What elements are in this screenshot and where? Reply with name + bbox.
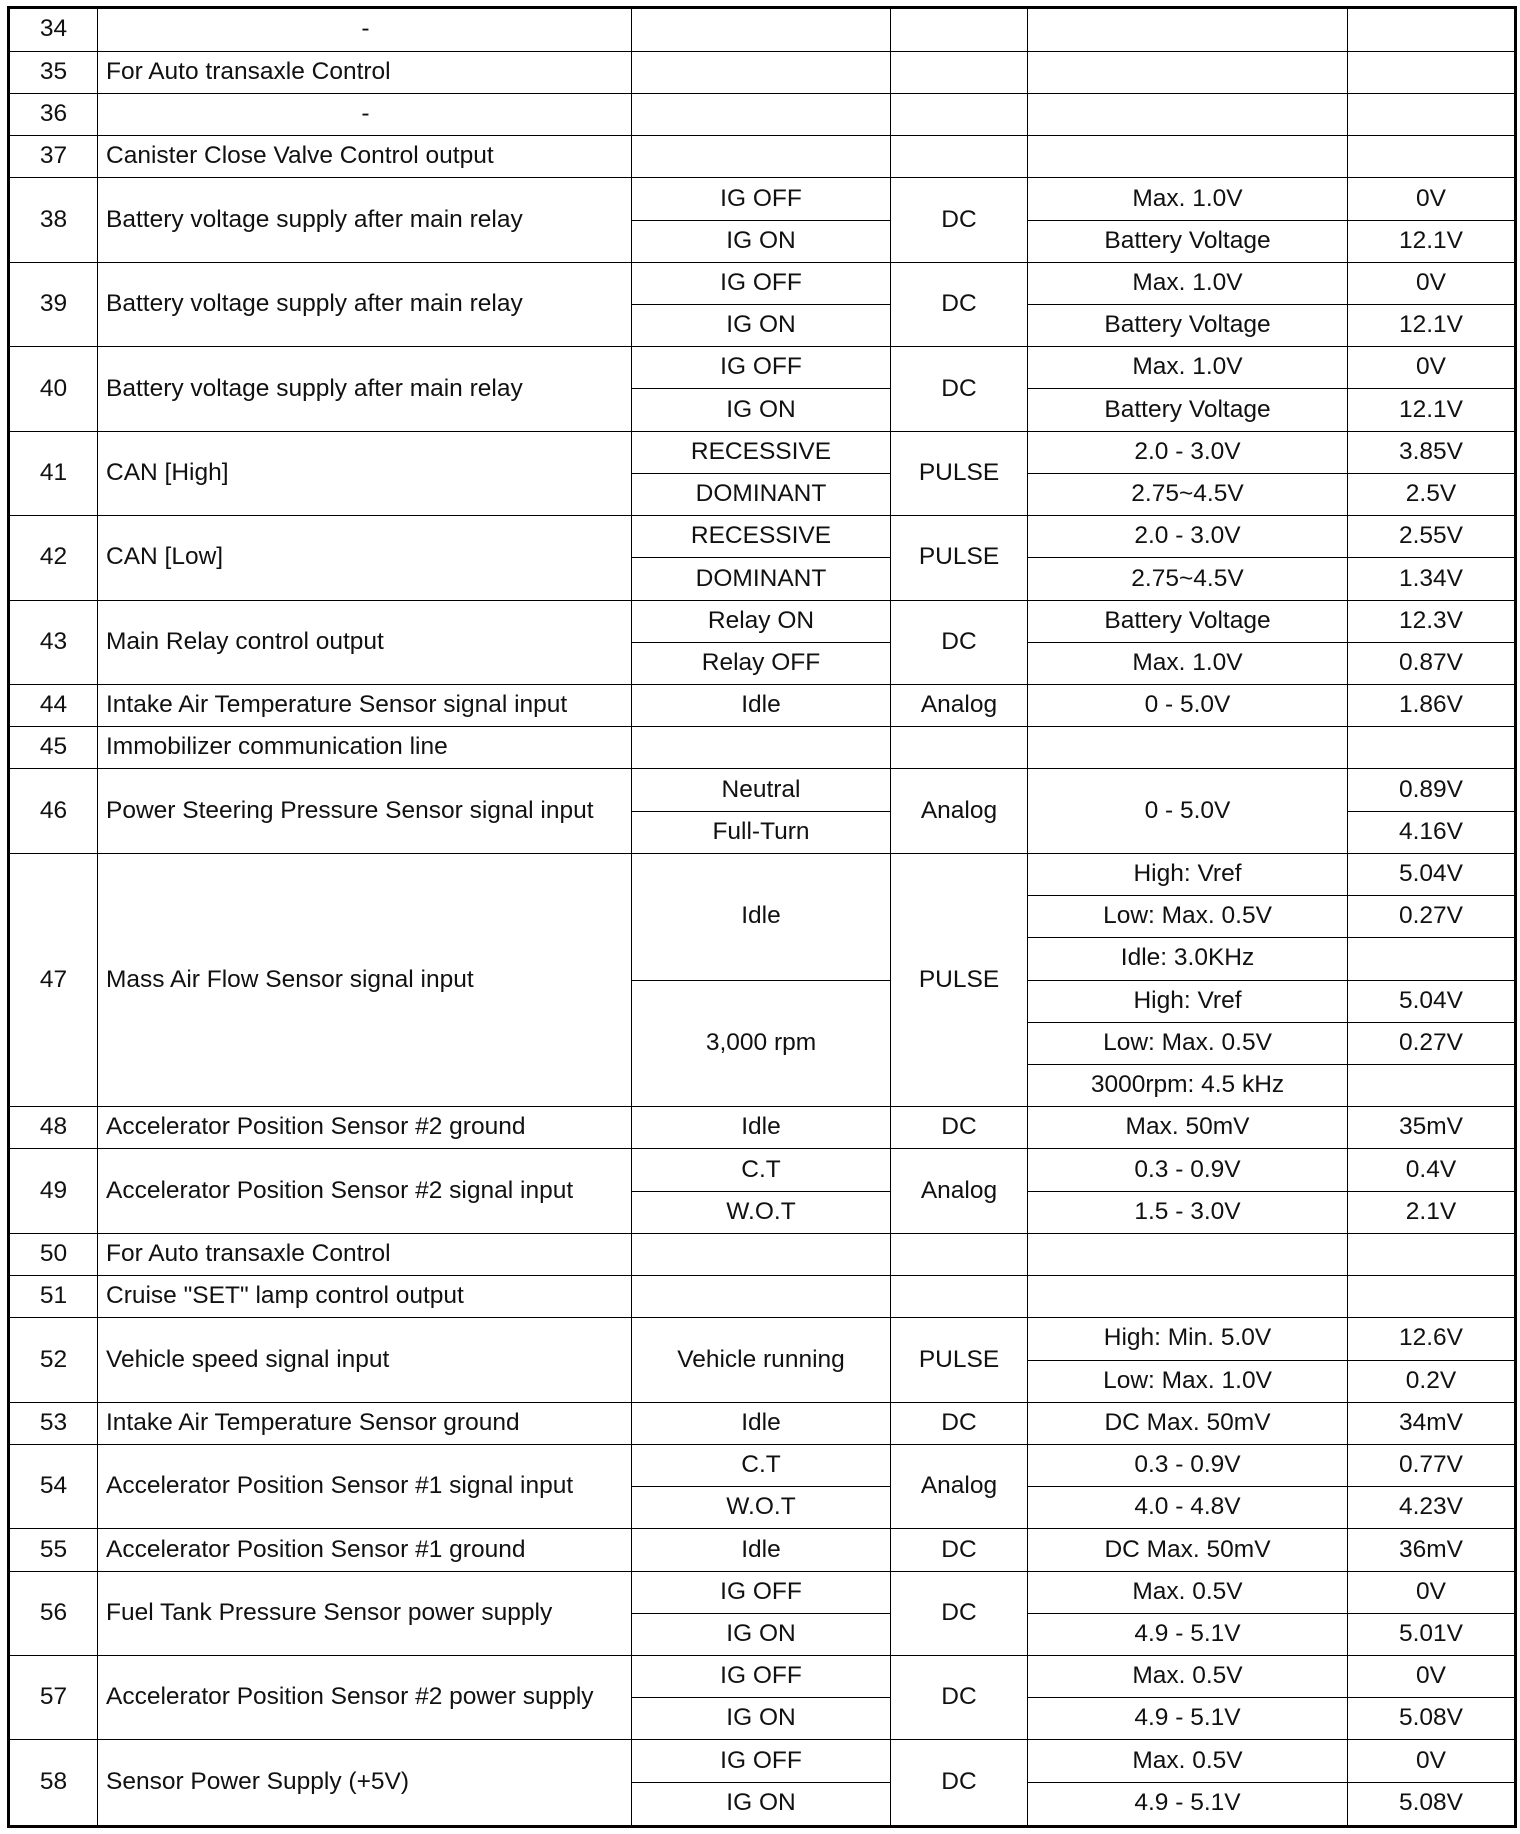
pin-number-cell: 39 <box>9 262 98 346</box>
table-row <box>9 516 1516 558</box>
spec-cell: Max. 0.5V <box>1028 1571 1348 1613</box>
pin-description-cell: Cruise "SET" lamp control output <box>98 1276 632 1318</box>
table-row <box>9 1107 1516 1149</box>
pin-number-cell: 42 <box>9 516 98 600</box>
type-cell <box>891 727 1028 769</box>
pin-description-cell: Accelerator Position Sensor #1 ground <box>98 1529 632 1571</box>
pin-description-cell: Power Steering Pressure Sensor signal input <box>98 769 632 853</box>
type-cell <box>891 1276 1028 1318</box>
spec-cell: 4.9 - 5.1V <box>1028 1613 1348 1655</box>
spec-cell: 2.0 - 3.0V <box>1028 431 1348 473</box>
pin-description-cell: Accelerator Position Sensor #2 signal input <box>98 1149 632 1233</box>
type-cell: Analog <box>891 1444 1028 1528</box>
measured-cell <box>1348 1064 1516 1106</box>
pin-number-cell: 36 <box>9 93 98 135</box>
pin-number-cell: 52 <box>9 1318 98 1402</box>
table-row <box>9 93 1516 135</box>
spec-cell: 0 - 5.0V <box>1028 769 1348 853</box>
spec-cell: Low: Max. 0.5V <box>1028 896 1348 938</box>
spec-cell: Battery Voltage <box>1028 389 1348 431</box>
measured-cell <box>1348 938 1516 980</box>
measured-cell: 34mV <box>1348 1402 1516 1444</box>
condition-cell: Neutral <box>632 769 891 811</box>
condition-cell: IG ON <box>632 305 891 347</box>
table-row <box>9 600 1516 642</box>
condition-cell <box>632 727 891 769</box>
condition-cell: 3,000 rpm <box>632 980 891 1107</box>
type-cell: DC <box>891 1402 1028 1444</box>
pin-description-cell: CAN [High] <box>98 431 632 515</box>
condition-cell: Idle <box>632 1529 891 1571</box>
pin-description-cell: - <box>98 93 632 135</box>
measured-cell: 0.4V <box>1348 1149 1516 1191</box>
measured-cell: 0.27V <box>1348 1022 1516 1064</box>
condition-cell <box>632 51 891 93</box>
type-cell: PULSE <box>891 1318 1028 1402</box>
condition-cell: IG OFF <box>632 262 891 304</box>
type-cell: DC <box>891 1740 1028 1827</box>
condition-cell <box>632 136 891 178</box>
table-row <box>9 1444 1516 1486</box>
condition-cell: IG OFF <box>632 347 891 389</box>
pin-number-cell: 46 <box>9 769 98 853</box>
measured-cell: 5.04V <box>1348 853 1516 895</box>
condition-cell: DOMINANT <box>632 558 891 600</box>
spec-cell: 2.0 - 3.0V <box>1028 516 1348 558</box>
spec-cell: 4.9 - 5.1V <box>1028 1698 1348 1740</box>
pin-description-cell: Sensor Power Supply (+5V) <box>98 1740 632 1827</box>
measured-cell: 4.16V <box>1348 811 1516 853</box>
table-row <box>9 685 1516 727</box>
spec-cell: 0.3 - 0.9V <box>1028 1444 1348 1486</box>
pin-description-cell: Intake Air Temperature Sensor ground <box>98 1402 632 1444</box>
measured-cell: 12.6V <box>1348 1318 1516 1360</box>
pin-number-cell: 50 <box>9 1233 98 1275</box>
type-cell: DC <box>891 347 1028 431</box>
table-row <box>9 1529 1516 1571</box>
spec-cell: Max. 1.0V <box>1028 178 1348 220</box>
type-cell <box>891 93 1028 135</box>
table-row <box>9 1656 1516 1698</box>
table-row <box>9 1740 1516 1782</box>
pin-number-cell: 35 <box>9 51 98 93</box>
spec-cell: Max. 0.5V <box>1028 1656 1348 1698</box>
pin-description-cell: For Auto transaxle Control <box>98 51 632 93</box>
pin-number-cell: 47 <box>9 853 98 1106</box>
spec-cell: 2.75~4.5V <box>1028 473 1348 515</box>
type-cell <box>891 8 1028 52</box>
measured-cell: 0.87V <box>1348 642 1516 684</box>
spec-cell: High: Vref <box>1028 980 1348 1022</box>
condition-cell: IG ON <box>632 1782 891 1826</box>
measured-cell: 1.86V <box>1348 685 1516 727</box>
type-cell <box>891 1233 1028 1275</box>
spec-cell <box>1028 727 1348 769</box>
measured-cell: 0V <box>1348 1656 1516 1698</box>
spec-cell: 4.0 - 4.8V <box>1028 1487 1348 1529</box>
measured-cell <box>1348 1276 1516 1318</box>
spec-cell: High: Min. 5.0V <box>1028 1318 1348 1360</box>
pin-number-cell: 34 <box>9 8 98 52</box>
table-row <box>9 178 1516 220</box>
type-cell <box>891 51 1028 93</box>
condition-cell: Full-Turn <box>632 811 891 853</box>
measured-cell: 3.85V <box>1348 431 1516 473</box>
measured-cell: 0V <box>1348 347 1516 389</box>
spec-cell <box>1028 51 1348 93</box>
measured-cell: 1.34V <box>1348 558 1516 600</box>
spec-cell: Max. 0.5V <box>1028 1740 1348 1782</box>
condition-cell <box>632 1233 891 1275</box>
pin-description-cell: CAN [Low] <box>98 516 632 600</box>
type-cell: DC <box>891 600 1028 684</box>
condition-cell: IG ON <box>632 1698 891 1740</box>
condition-cell: DOMINANT <box>632 473 891 515</box>
pin-table-body <box>9 8 1516 1827</box>
pin-description-cell: Battery voltage supply after main relay <box>98 347 632 431</box>
measured-cell: 2.1V <box>1348 1191 1516 1233</box>
type-cell: DC <box>891 262 1028 346</box>
pin-number-cell: 45 <box>9 727 98 769</box>
condition-cell: IG OFF <box>632 178 891 220</box>
pin-number-cell: 53 <box>9 1402 98 1444</box>
condition-cell: IG ON <box>632 220 891 262</box>
measured-cell: 5.01V <box>1348 1613 1516 1655</box>
spec-cell: Battery Voltage <box>1028 305 1348 347</box>
condition-cell: C.T <box>632 1444 891 1486</box>
table-row <box>9 51 1516 93</box>
pin-description-cell: Accelerator Position Sensor #1 signal input <box>98 1444 632 1528</box>
type-cell: DC <box>891 1107 1028 1149</box>
spec-cell <box>1028 93 1348 135</box>
pin-description-cell: Canister Close Valve Control output <box>98 136 632 178</box>
pin-description-cell: Main Relay control output <box>98 600 632 684</box>
type-cell: Analog <box>891 769 1028 853</box>
table-row <box>9 1571 1516 1613</box>
pin-number-cell: 56 <box>9 1571 98 1655</box>
condition-cell: Vehicle running <box>632 1318 891 1402</box>
table-row <box>9 769 1516 811</box>
measured-cell: 0V <box>1348 178 1516 220</box>
pin-description-cell: For Auto transaxle Control <box>98 1233 632 1275</box>
pin-number-cell: 49 <box>9 1149 98 1233</box>
condition-cell: RECESSIVE <box>632 516 891 558</box>
spec-cell: High: Vref <box>1028 853 1348 895</box>
measured-cell <box>1348 93 1516 135</box>
spec-cell: Max. 1.0V <box>1028 262 1348 304</box>
spec-cell: Battery Voltage <box>1028 600 1348 642</box>
measured-cell: 5.08V <box>1348 1698 1516 1740</box>
type-cell: PULSE <box>891 853 1028 1106</box>
measured-cell: 0V <box>1348 1740 1516 1782</box>
spec-cell: Battery Voltage <box>1028 220 1348 262</box>
spec-cell: 0 - 5.0V <box>1028 685 1348 727</box>
table-row <box>9 1233 1516 1275</box>
type-cell <box>891 136 1028 178</box>
type-cell: DC <box>891 1571 1028 1655</box>
type-cell: PULSE <box>891 516 1028 600</box>
table-row <box>9 431 1516 473</box>
pin-number-cell: 54 <box>9 1444 98 1528</box>
spec-cell: Low: Max. 1.0V <box>1028 1360 1348 1402</box>
pin-table <box>7 6 1517 1828</box>
table-row <box>9 727 1516 769</box>
measured-cell <box>1348 51 1516 93</box>
measured-cell: 2.55V <box>1348 516 1516 558</box>
type-cell: DC <box>891 1529 1028 1571</box>
spec-cell: DC Max. 50mV <box>1028 1529 1348 1571</box>
condition-cell: Relay ON <box>632 600 891 642</box>
pin-description-cell: Mass Air Flow Sensor signal input <box>98 853 632 1106</box>
table-row <box>9 1318 1516 1360</box>
condition-cell: Relay OFF <box>632 642 891 684</box>
spec-cell: 3000rpm: 4.5 kHz <box>1028 1064 1348 1106</box>
measured-cell: 2.5V <box>1348 473 1516 515</box>
spec-cell <box>1028 136 1348 178</box>
condition-cell: C.T <box>632 1149 891 1191</box>
condition-cell <box>632 1276 891 1318</box>
pin-description-cell: Vehicle speed signal input <box>98 1318 632 1402</box>
measured-cell <box>1348 136 1516 178</box>
pin-description-cell: Accelerator Position Sensor #2 ground <box>98 1107 632 1149</box>
pin-number-cell: 58 <box>9 1740 98 1827</box>
spec-cell: 4.9 - 5.1V <box>1028 1782 1348 1826</box>
condition-cell: Idle <box>632 1402 891 1444</box>
spec-cell: 0.3 - 0.9V <box>1028 1149 1348 1191</box>
type-cell: Analog <box>891 1149 1028 1233</box>
condition-cell <box>632 8 891 52</box>
pin-number-cell: 51 <box>9 1276 98 1318</box>
condition-cell: Idle <box>632 1107 891 1149</box>
type-cell: DC <box>891 178 1028 262</box>
spec-cell: 2.75~4.5V <box>1028 558 1348 600</box>
condition-cell: IG OFF <box>632 1740 891 1782</box>
measured-cell <box>1348 8 1516 52</box>
spec-cell <box>1028 8 1348 52</box>
measured-cell: 0.2V <box>1348 1360 1516 1402</box>
type-cell: PULSE <box>891 431 1028 515</box>
pin-number-cell: 40 <box>9 347 98 431</box>
measured-cell <box>1348 727 1516 769</box>
pin-description-cell: Fuel Tank Pressure Sensor power supply <box>98 1571 632 1655</box>
type-cell: DC <box>891 1656 1028 1740</box>
spec-cell: Max. 1.0V <box>1028 347 1348 389</box>
pin-number-cell: 37 <box>9 136 98 178</box>
spec-cell: DC Max. 50mV <box>1028 1402 1348 1444</box>
condition-cell <box>632 93 891 135</box>
spec-cell: Idle: 3.0KHz <box>1028 938 1348 980</box>
condition-cell: IG OFF <box>632 1656 891 1698</box>
measured-cell: 12.1V <box>1348 305 1516 347</box>
measured-cell: 4.23V <box>1348 1487 1516 1529</box>
pin-number-cell: 38 <box>9 178 98 262</box>
pin-description-cell: - <box>98 8 632 52</box>
pin-number-cell: 55 <box>9 1529 98 1571</box>
spec-cell <box>1028 1276 1348 1318</box>
spec-cell: Low: Max. 0.5V <box>1028 1022 1348 1064</box>
condition-cell: W.O.T <box>632 1191 891 1233</box>
pin-description-cell: Intake Air Temperature Sensor signal input <box>98 685 632 727</box>
condition-cell: W.O.T <box>632 1487 891 1529</box>
condition-cell: RECESSIVE <box>632 431 891 473</box>
measured-cell: 0V <box>1348 262 1516 304</box>
condition-cell: IG OFF <box>632 1571 891 1613</box>
measured-cell: 12.1V <box>1348 220 1516 262</box>
measured-cell: 12.1V <box>1348 389 1516 431</box>
measured-cell <box>1348 1233 1516 1275</box>
pin-description-cell: Immobilizer communication line <box>98 727 632 769</box>
pin-description-cell: Accelerator Position Sensor #2 power supply <box>98 1656 632 1740</box>
pin-description-cell: Battery voltage supply after main relay <box>98 178 632 262</box>
spec-cell: Max. 1.0V <box>1028 642 1348 684</box>
measured-cell: 0.89V <box>1348 769 1516 811</box>
measured-cell: 5.08V <box>1348 1782 1516 1826</box>
table-row <box>9 1402 1516 1444</box>
measured-cell: 12.3V <box>1348 600 1516 642</box>
condition-cell: Idle <box>632 853 891 980</box>
pin-number-cell: 41 <box>9 431 98 515</box>
spec-cell <box>1028 1233 1348 1275</box>
table-row <box>9 853 1516 895</box>
pin-number-cell: 57 <box>9 1656 98 1740</box>
condition-cell: IG ON <box>632 1613 891 1655</box>
measured-cell: 36mV <box>1348 1529 1516 1571</box>
measured-cell: 0V <box>1348 1571 1516 1613</box>
condition-cell: IG ON <box>632 389 891 431</box>
pin-number-cell: 43 <box>9 600 98 684</box>
pin-number-cell: 44 <box>9 685 98 727</box>
measured-cell: 0.27V <box>1348 896 1516 938</box>
spec-cell: Max. 50mV <box>1028 1107 1348 1149</box>
pin-description-cell: Battery voltage supply after main relay <box>98 262 632 346</box>
measured-cell: 0.77V <box>1348 1444 1516 1486</box>
spec-cell: 1.5 - 3.0V <box>1028 1191 1348 1233</box>
table-row <box>9 8 1516 52</box>
table-row <box>9 136 1516 178</box>
table-row <box>9 347 1516 389</box>
measured-cell: 5.04V <box>1348 980 1516 1022</box>
table-row <box>9 1149 1516 1191</box>
table-row <box>9 1276 1516 1318</box>
table-row <box>9 262 1516 304</box>
condition-cell: Idle <box>632 685 891 727</box>
pin-number-cell: 48 <box>9 1107 98 1149</box>
type-cell: Analog <box>891 685 1028 727</box>
measured-cell: 35mV <box>1348 1107 1516 1149</box>
